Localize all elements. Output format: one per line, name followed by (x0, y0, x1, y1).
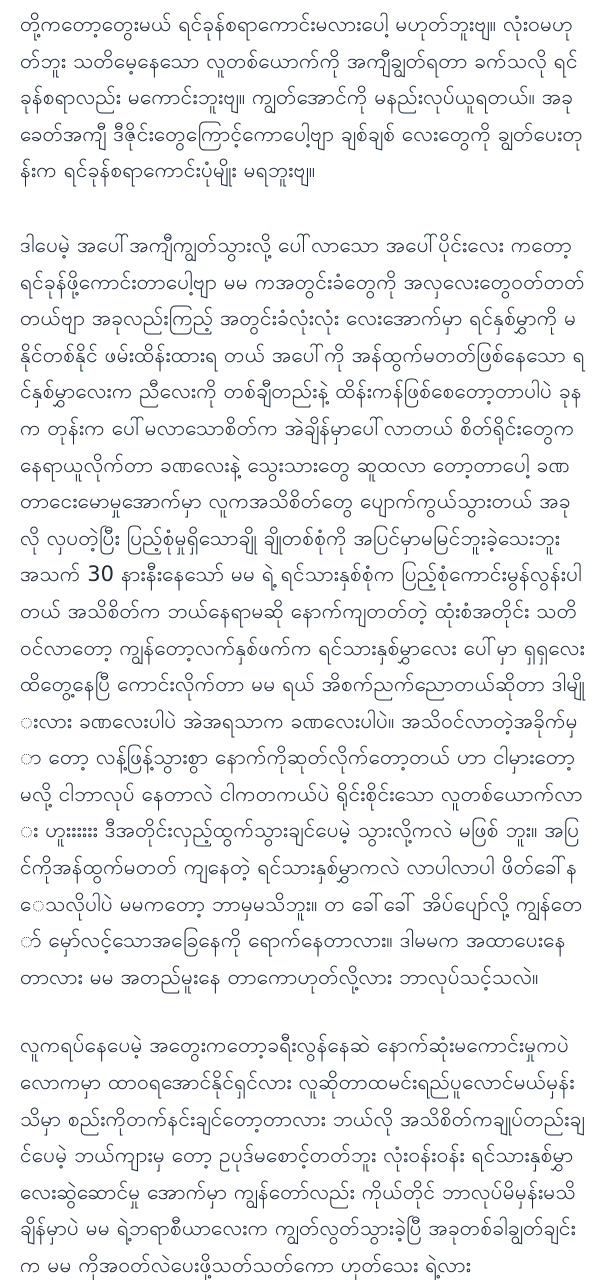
article-paragraph-2: ဒါပေမဲ့ အပေါ်အကျီကျွတ်သွားလို့ ပေါ်လာသော အပေါ်ပိုင်းလေး ကတော့ ရင်ခုန်ဖို့ကောင်းတာပေါ့ဗျာ မမ ကအတွင်းခံတွေကို အလှလေးတွေဝတ်တတ်တယ်ဗျာ အခုလည်းကြည့် အတွင်းခံလုံးလုံး လေးအောက်မှာ ရင်နှစ်မွှာကို မနိုင်တစ်နိုင် ဖမ်းထိန်းထားရ တယ် အပေါ်ကို အန်ထွက်မတတ်ဖြစ်နေသော ရင်နှစ်မွှာလေးက ညီလေးကို တစ်ချီတည်းနဲ့ ထိန်းကန်ဖြစ်စေတော့တာပါပဲ ခုနက တုန်းက ပေါ်မလာသောစိတ်က အဲချိန်မှာပေါ်လာတယ် စိတ်ရိုင်းတွေက နေရာယူလိုက်တာ ခဏလေးနဲ့ သွေးသားတွေ ဆူထလာ တော့တာပေါ့ ခဏတာငေးမောမှုအောက်မှာ လူကအသိစိတ်တွေ ပျောက်ကွယ်သွားတယ် အခုလို လှပတဲ့ပြီး ပြည့်စုံမှုရှိသောချို ချိုတစ်စုံကို အပြင်မှာမမြင်ဘူးခဲ့သေးဘူး အသက် 30 နားနီးနေသော် မမ ရဲ့ ရင်သားနှစ်စုံက ပြည့်စုံကောင်းမွန်လွန်းပါတယ် အသိစိတ်က ဘယ်နေရာမဆို နောက်ကျတတ်တဲ့ ထုံးစံအတိုင်း သတိဝင်လာတော့ ကျွန်တော့လက်နှစ်ဖက်က ရင်သားနှစ်မွှာလေး ပေါ်မှာ ရှရှလေးထိတွေ့နေပြီ ကောင်းလိုက်တာ မမ ရယ် အိစက်ညက်ညောတယ်ဆိုတာ ဒါမျိုးလား ခဏလေးပါပဲ အဲအရသာက ခဏလေးပါပဲ။ အသိဝင်လာတဲ့အခိုက်မှာ တော့ လန့်ဖြန့်သွားစွာ နောက်ကိုဆုတ်လိုက်တော့တယ် ဟာ ငါမှားတော့မလို့ ငါဘာလုပ် နေတာလဲ ငါကတကယ်ပဲ ရိုင်းစိုင်းသော လူတစ်ယောက်လား ဟူးးးးးး ဒီအတိုင်းလှည့်ထွက်သွားချင်ပေမဲ့ သွားလို့ကလဲ မဖြစ် ဘူး။ အပြင်ကိုအန်ထွက်မတတ် ကျနေတဲ့ ရင်သားနှစ်မွှာကလဲ လာပါလာပါ ဖိတ်ခေါ်နေသလိုပါပဲ မမကတော့ ဘာမှမသိဘူး။ တ ခေါ်ခေါ် အိပ်ပျော်လို့ ကျွန်တော် မှော်လင့်သောအခြေနေကို ရောက်နေတာလား။ ဒါမမက အထာပေးနေတာလား မမ အတည်မူးနေ တာကောဟုတ်လို့လား ဘာလုပ်သင့်သလဲ။ (20, 232, 585, 989)
article-paragraph-3: လူကရပ်နေပေမဲ့ အတွေးကတော့ခရီးလွန်နေဆဲ နောက်ဆုံးမကောင်းမှုကပဲ လောကမှာ ထာဝရအောင်နိုင်ရှင်လား လူဆိုတာထမင်းရည်ပူလောင်မယ်မှန်းသိမှာ စည်းကိုတက်နင်းချင်တော့တာလား ဘယ်လို အသိစိတ်ကချုပ်တည်းချင်ပေမဲ့ ဘယ်ကျားမှ တော့ ဥပုဒ်မစောင့်တတ်ဘူး လုံးဝန်းဝန်း ရင်သားနှစ်မွှာလေးဆွဲဆောင်မှု အောက်မှာ ကျွန်တော်လည်း ကိုယ်တိုင် ဘာလုပ်မိမှန်းမသိ ချိန်မှာပဲ မမ ရဲ့ဘရာစီယာလေးက ကျွတ်လွတ်သွားခဲ့ပြီ အခုတစ်ခါချွတ်ချင်းက မမ ကိုအဝတ်လဲပေးဖို့သတ်သတ်ကော ဟုတ်သေး ရဲ့လား (20, 1033, 585, 1277)
article-paragraph-1: တို့ကတော့တွေးမယ် ရင်ခုန်စရာကောင်းမလားပေါ့ မဟုတ်ဘူးဗျ။ လုံးဝမဟုတ်ဘူး သတိမေ့နေသော လူတစ်ယောက်ကို အကျီချွတ်ရတာ ခက်သလို ရင်ခုန်စရာလည်း မကောင်းဘူးဗျ။ ကျွတ်အောင်ကို မနည်းလုပ်ယူရတယ်။ အခုခေတ်အကျီ ဒီဇိုင်းတွေကြောင့်ကောပေါ့ဗျာ ချစ်ချစ် လေးတွေကို ချွတ်ပေးတုန်းက ရင်ခုန်စရာကောင်းပုံမျိုး မရဘူးဗျ။ (20, 12, 583, 183)
